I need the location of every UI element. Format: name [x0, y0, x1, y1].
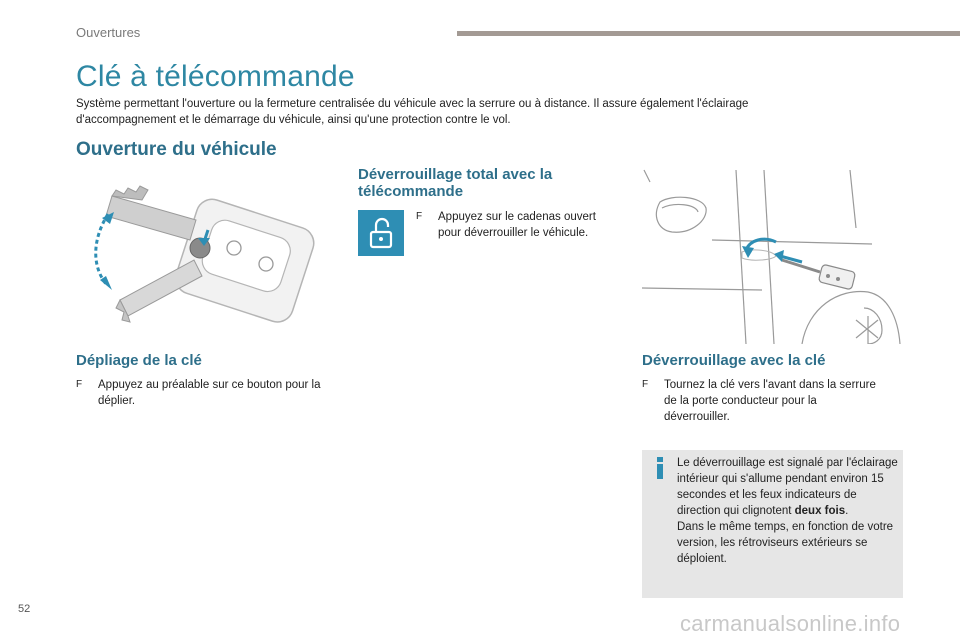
bullet-mark: F [416, 211, 423, 222]
car-door-illustration [642, 168, 902, 344]
bullet-mark: F [642, 379, 649, 390]
heading-total-unlock-line2: télécommande [358, 183, 464, 200]
folding-key-illustration [76, 180, 326, 330]
bullet-text: Appuyez au préalable sur ce bouton pour la déplier. [98, 379, 321, 407]
intro-paragraph: Système permettant l'ouverture ou la fermeture centralisée du véhicule avec la serrure ou à distance. Il assure également l'éclairage d'accompagnement et le démarrage du véhicule, ainsi qu'une protection contre le vol. [76, 98, 749, 126]
page-title: Clé à télécommande [76, 60, 355, 93]
header-bar [457, 31, 960, 36]
heading-unfolding-key: Dépliage de la clé [76, 352, 202, 369]
bullet-text: Appuyez sur le cadenas ouvert pour déverrouiller le véhicule. [438, 211, 596, 239]
bullet-mark: F [76, 379, 83, 390]
bullet-key-unlock [642, 377, 882, 425]
bullet-total-unlock [416, 209, 616, 241]
info-text [677, 455, 899, 567]
bullet-unfolding-key [76, 377, 331, 409]
heading-total-unlock [358, 166, 598, 200]
info-icon [650, 456, 670, 480]
heading-key-unlock: Déverrouillage avec la clé [642, 352, 826, 369]
info-text-bold: deux fois [794, 505, 846, 517]
page-number: 52 [18, 603, 31, 615]
bullet-text: Tournez la clé vers l'avant dans la serrure de la porte conducteur pour la déverrouiller. [664, 379, 876, 423]
info-text-part1: Le déverrouillage est signalé par l'éclairage intérieur qui s'allume pendant environ 15 secondes et les feux indicateurs de direction qui clignotent [677, 457, 898, 517]
info-text-line2: Dans le même temps, en fonction de votre version, les rétroviseurs extérieurs se déploient. [677, 521, 894, 565]
watermark: carmanualsonline.info [680, 611, 901, 636]
heading-total-unlock-line1: Déverrouillage total avec la [358, 166, 553, 183]
main-heading: Ouverture du véhicule [76, 139, 277, 160]
info-text-part2: . [845, 505, 849, 517]
section-tag: Ouvertures [76, 25, 141, 40]
unlock-padlock-icon [358, 210, 404, 256]
